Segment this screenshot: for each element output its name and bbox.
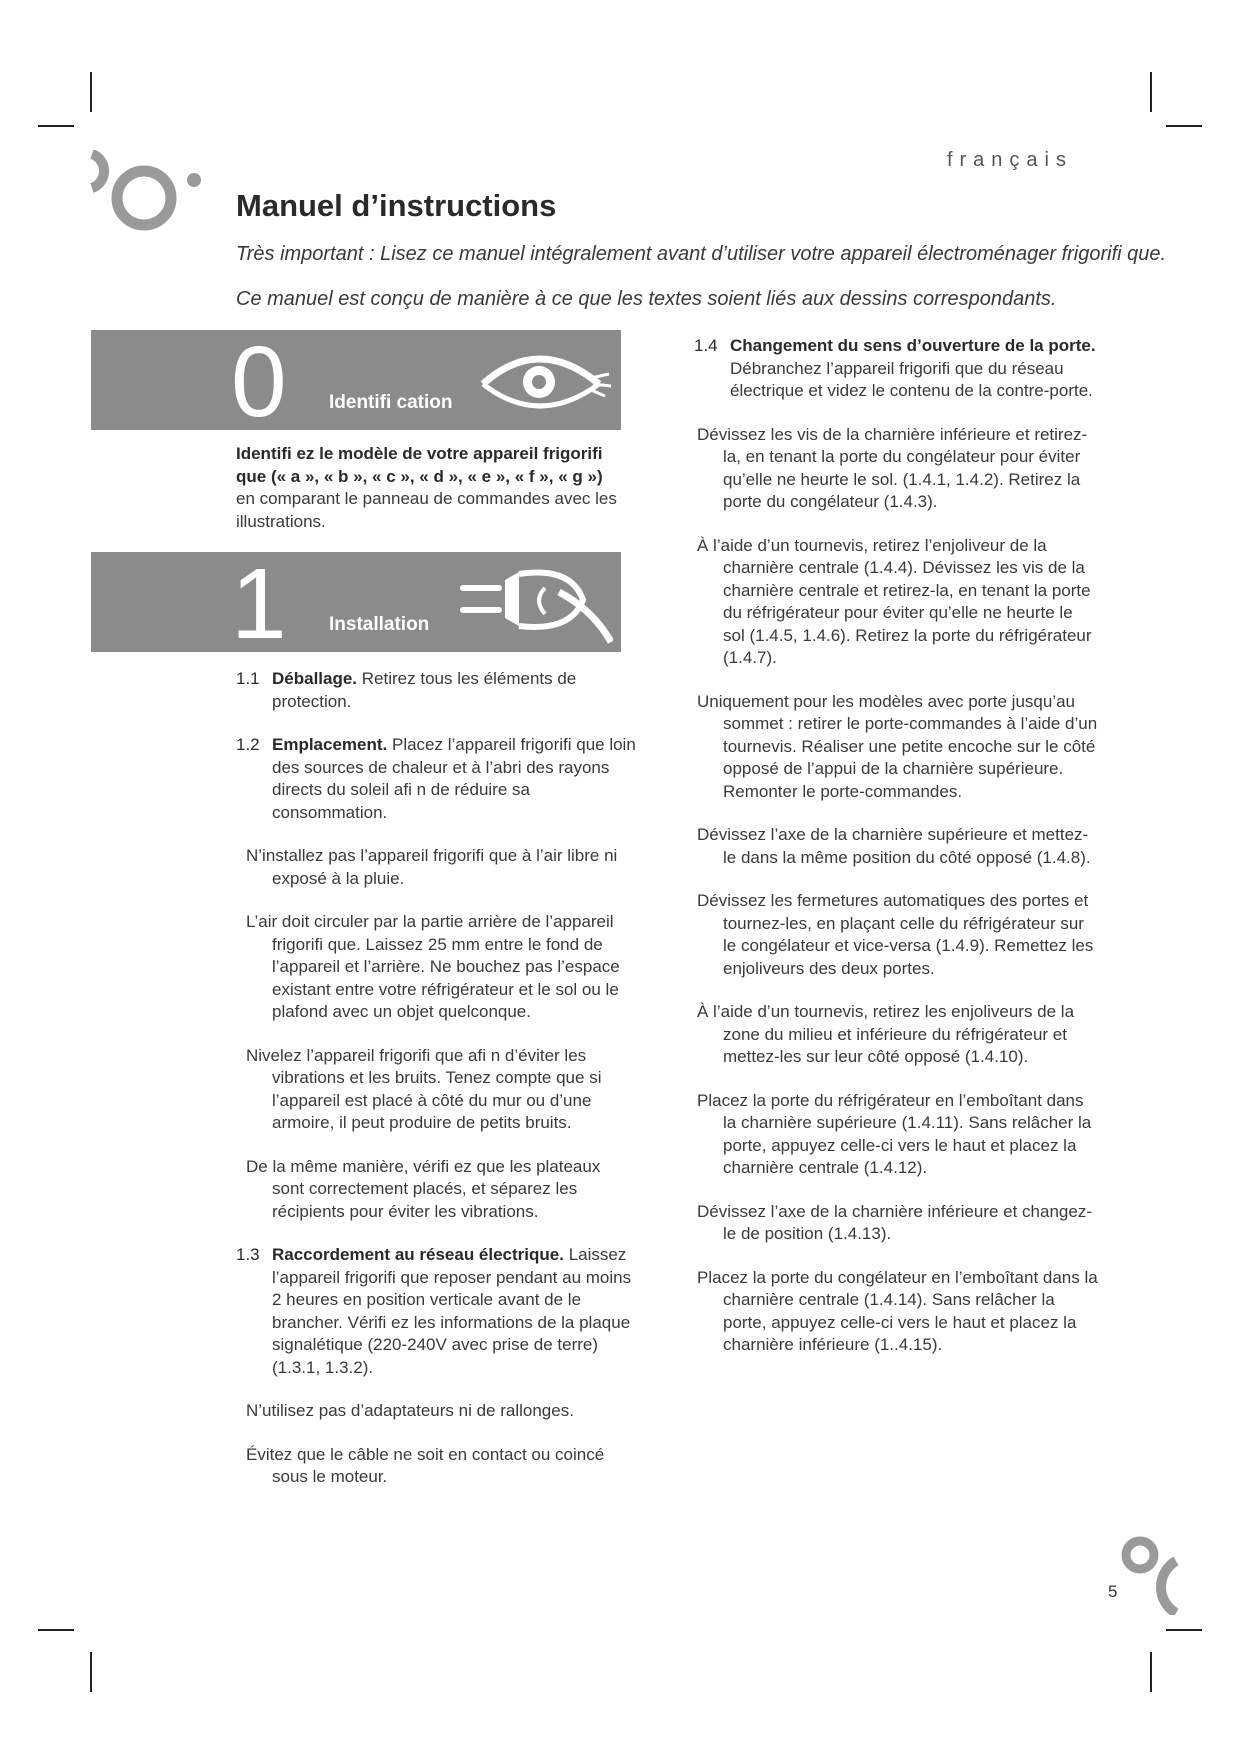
paragraph: Dévissez les fermetures automatiques des portes et tournez-les, en plaçant celle du réfrigérateur sur le congélateur et vice-versa (1.4.9). Remettez les enjoliveurs des deux portes. [697,891,1094,978]
paragraph: Placez la porte du congélateur en l’emboîtant dans la charnière centrale (1.4.14). Sans relâcher la porte, appuyez celle-ci vers le haut et placez la charnière inférieure (1..4.15). [697,1267,1098,1354]
paragraph: Uniquement pour les modèles avec porte jusqu’au sommet : retirer le porte-commandes à l’aide d’un tournevis. Réaliser une petite encoche sur le côté opposé de l’appui de la charnière supérieure. Remonter le porte-commandes. [697,691,1098,801]
crop-mark [1166,125,1202,127]
item-title: Changement du sens d’ouverture de la porte. [730,336,1096,355]
paragraph: L’air doit circuler par la partie arrière de l’appareil frigorifi que. Laissez 25 mm entre le fond de l’appareil et l’arrière. Ne bouchez pas l’espace existant entre votre réfrigérateur et le sol ou le plafond avec un objet quelconque. [246,912,620,1021]
item-title: Raccordement au réseau électrique. [272,1245,564,1264]
paragraph: Dévissez les vis de la charnière inférieure et retirez-la, en tenant la porte du congélateur pour éviter qu’elle ne heurte le sol. (1.4.1, 1.4.2). Retirez la porte du congélateur (1.4.3). [697,424,1088,511]
item-1-2 [236,734,636,824]
section-banner-installation [91,548,621,660]
section-number: 0 [231,326,287,438]
paragraph: De la même manière, vérifi ez que les plateaux sont correctement placés, et séparez les récipients pour éviter les vibrations. [246,1156,601,1221]
identification-rest: en comparant le panneau de commandes avec les illustrations. [236,489,617,531]
item-title: Emplacement. [272,735,388,754]
paragraph: À l’aide d’un tournevis, retirez les enjoliveurs de la zone du milieu et inférieure du réfrigérateur et mettez-les sur leur côté opposé (1.4.10). [697,1002,1075,1066]
paragraph: Dévissez l’axe de la charnière supérieure et mettez-le dans la même position du côté opposé (1.4.8). [697,825,1091,867]
crop-mark [1150,1652,1152,1692]
item-text: Laissez l’appareil frigorifi que reposer pendant au moins 2 heures en position verticale avant de le brancher. Vérifi ez les informations de la plaque signalétique (220-240V avec prise de terre) (1.3.1, 1.3.2). [272,1245,632,1377]
crop-mark [90,1652,92,1692]
right-column [694,335,1099,1378]
item-text: Retirez tous les éléments de protection. [272,669,577,711]
identification-text [236,443,626,533]
paragraph: Placez la porte du réfrigérateur en l’emboîtant dans la charnière supérieure (1.4.11). Sans relâcher la porte, appuyez celle-ci vers le haut et placez la charnière centrale (1.4.12). [697,1090,1092,1177]
intro-important: Très important : Lisez ce manuel intégralement avant d’utiliser votre appareil électroménager frigorifi que. [236,243,1167,265]
item-text: Débranchez l’appareil frigorifi que du réseau électrique et videz le contenu de la contre-porte. [730,358,1093,400]
crop-mark [38,125,74,127]
item-1-3 [236,1244,636,1379]
page-title: Manuel d’instructions [236,188,557,223]
plug-icon [453,562,613,644]
crop-mark [1166,1629,1202,1631]
section-banner-identification [91,326,621,438]
item-1-4 [694,335,1099,403]
section-label: Installation [329,614,430,635]
paragraph: À l’aide d’un tournevis, retirez l’enjoliveur de la charnière centrale (1.4.4). Dévissez les vis de la charnière centrale et retirez-la, en tenant la porte du réfrigérateur pour éviter qu’elle ne heurte le sol (1.4.5, 1.4.6). Retirez la porte du réfrigérateur (1.4.7). [697,535,1092,667]
page-number: 5 [1108,1582,1118,1601]
paragraph: N’installez pas l’appareil frigorifi que à l’air libre ni exposé à la pluie. [246,846,618,888]
crop-mark [90,72,92,112]
brand-logo-icon [88,150,208,240]
item-number: 1.2 [236,735,260,754]
paragraph: Dévissez l’axe de la charnière inférieure et changez-le de position (1.4.13). [697,1201,1092,1243]
item-number: 1.1 [236,669,260,688]
item-number: 1.4 [694,336,718,355]
item-title: Déballage. [272,669,358,688]
paragraph: N’utilisez pas d’adaptateurs ni de rallonges. [246,1401,574,1420]
crop-mark [1150,72,1152,112]
eye-icon [473,340,613,422]
paragraph: Nivelez l’appareil frigorifi que afi n d’éviter les vibrations et les bruits. Tenez compte que si l’appareil est placé à côté du mur ou d’une armoire, il peut produire de petits bruits. [246,1045,602,1132]
item-text: Placez l’appareil frigorifi que loin des sources de chaleur et à l’abri des rayons directs du soleil afi n de réduire sa consommation. [272,735,636,822]
paragraph: Évitez que le câble ne soit en contact ou coincé sous le moteur. [246,1444,605,1486]
section-label: Identifi cation [329,392,453,413]
item-1-1 [236,668,636,713]
identification-bold: Identifi ez le modèle de votre appareil frigorifi que (« a », « b », « c », « d », « e », « f », « g ») [236,444,603,486]
brand-logo-icon [1120,1535,1180,1615]
crop-mark [38,1629,74,1631]
left-column [236,668,636,1510]
item-number: 1.3 [236,1245,260,1264]
language-label: français [946,149,1073,171]
intro-description: Ce manuel est conçu de manière à ce que les textes soient liés aux dessins correspondants. [236,288,1057,310]
section-number: 1 [231,548,287,660]
